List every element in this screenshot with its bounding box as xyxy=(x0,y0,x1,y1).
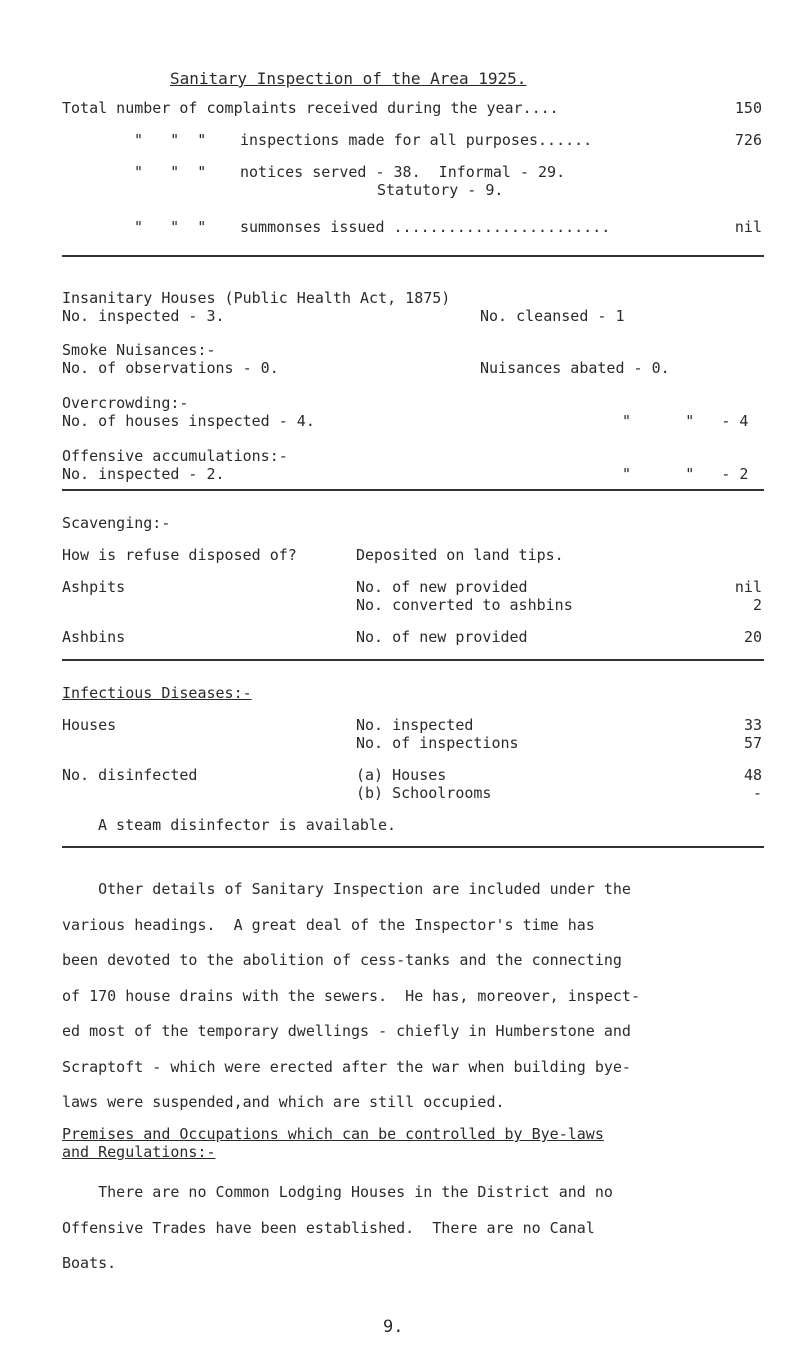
schoolrooms-value: - xyxy=(752,784,762,802)
refuse-answer: Deposited on land tips. xyxy=(356,546,564,564)
inspections-value: 726 xyxy=(734,131,762,149)
offensive-ditto: " " - 2 xyxy=(622,465,749,483)
disinfected-houses-value: 48 xyxy=(743,766,762,784)
paragraph-line: ed most of the temporary dwellings - chiefly in Humberstone and xyxy=(62,1022,631,1040)
notices-ditto: " " " xyxy=(134,163,207,181)
overcrowding-heading: Overcrowding:- xyxy=(62,394,189,412)
premises-heading-cont: and Regulations:- xyxy=(62,1143,216,1161)
inspected-label: No. inspected xyxy=(356,716,474,734)
paragraph-line: laws were suspended,and which are still occupied. xyxy=(62,1093,505,1111)
divider xyxy=(62,846,764,848)
disinfected-houses-label: (a) Houses xyxy=(356,766,447,784)
paragraph-line: been devoted to the abolition of cess-tanks and the connecting xyxy=(62,951,622,969)
smoke-abated: Nuisances abated - 0. xyxy=(480,359,670,377)
scavenging-heading: Scavenging:- xyxy=(62,514,171,532)
ashbins-label: Ashbins xyxy=(62,628,126,646)
overcrowding-ditto: " " - 4 xyxy=(622,412,749,430)
overcrowding-inspected: No. of houses inspected - 4. xyxy=(62,412,315,430)
complaints-value: 150 xyxy=(734,99,762,117)
smoke-observations: No. of observations - 0. xyxy=(62,359,279,377)
offensive-heading: Offensive accumulations:- xyxy=(62,447,288,465)
divider xyxy=(62,489,764,491)
disinfected-label: No. disinfected xyxy=(62,766,198,784)
page-title: Sanitary Inspection of the Area 1925. xyxy=(170,69,527,88)
ashpits-converted-value: 2 xyxy=(752,596,762,614)
infectious-heading: Infectious Diseases:- xyxy=(62,684,252,702)
smoke-heading: Smoke Nuisances:- xyxy=(62,341,216,359)
paragraph-line: various headings. A great deal of the Inspector's time has xyxy=(62,915,595,934)
ashpits-converted-label: No. converted to ashbins xyxy=(356,596,573,614)
summonses-ditto: " " " xyxy=(134,218,207,236)
ashbins-new-label: No. of new provided xyxy=(356,628,528,646)
paragraph-line: Offensive Trades have been established. There are no Canal xyxy=(62,1218,595,1237)
houses-label: Houses xyxy=(62,716,117,734)
schoolrooms-label: (b) Schoolrooms xyxy=(356,784,492,802)
ashbins-new-value: 20 xyxy=(743,628,762,646)
details-paragraph xyxy=(62,872,772,1121)
complaints-label: Total number of complaints received during the year.... xyxy=(62,99,559,117)
insanitary-inspected: No. inspected - 3. xyxy=(62,307,225,325)
page-number: 9. xyxy=(383,1317,404,1337)
refuse-question: How is refuse disposed of? xyxy=(62,546,297,564)
premises-paragraph xyxy=(62,1175,772,1282)
paragraph-line: Other details of Sanitary Inspection are included under the xyxy=(62,880,631,898)
notices-statutory: Statutory - 9. xyxy=(377,181,504,199)
ashpits-new-value: nil xyxy=(734,578,762,596)
insanitary-heading: Insanitary Houses (Public Health Act, 1875) xyxy=(62,289,451,307)
divider xyxy=(62,255,764,257)
ashpits-label: Ashpits xyxy=(62,578,126,596)
paragraph-line: There are no Common Lodging Houses in the District and no xyxy=(62,1183,613,1201)
summonses-value: nil xyxy=(734,218,762,236)
inspections-count-label: No. of inspections xyxy=(356,734,519,752)
ashpits-new-label: No. of new provided xyxy=(356,578,528,596)
paragraph-line: Scraptoft - which were erected after the war when building bye- xyxy=(62,1057,631,1076)
inspections-ditto: " " " xyxy=(134,131,207,149)
offensive-inspected: No. inspected - 2. xyxy=(62,465,225,483)
notices-label: notices served - 38. Informal - 29. xyxy=(240,163,566,181)
paragraph-line: of 170 house drains with the sewers. He has, moreover, inspect- xyxy=(62,986,640,1005)
steam-disinfector-note: A steam disinfector is available. xyxy=(98,816,397,834)
inspected-value: 33 xyxy=(743,716,762,734)
insanitary-cleansed: No. cleansed - 1 xyxy=(480,307,625,325)
premises-heading: Premises and Occupations which can be controlled by Bye-laws xyxy=(62,1125,604,1143)
summonses-label: summonses issued ........................ xyxy=(240,218,611,236)
inspections-count-value: 57 xyxy=(743,734,762,752)
inspections-label: inspections made for all purposes...... xyxy=(240,131,593,149)
divider xyxy=(62,659,764,661)
paragraph-line: Boats. xyxy=(62,1254,117,1272)
